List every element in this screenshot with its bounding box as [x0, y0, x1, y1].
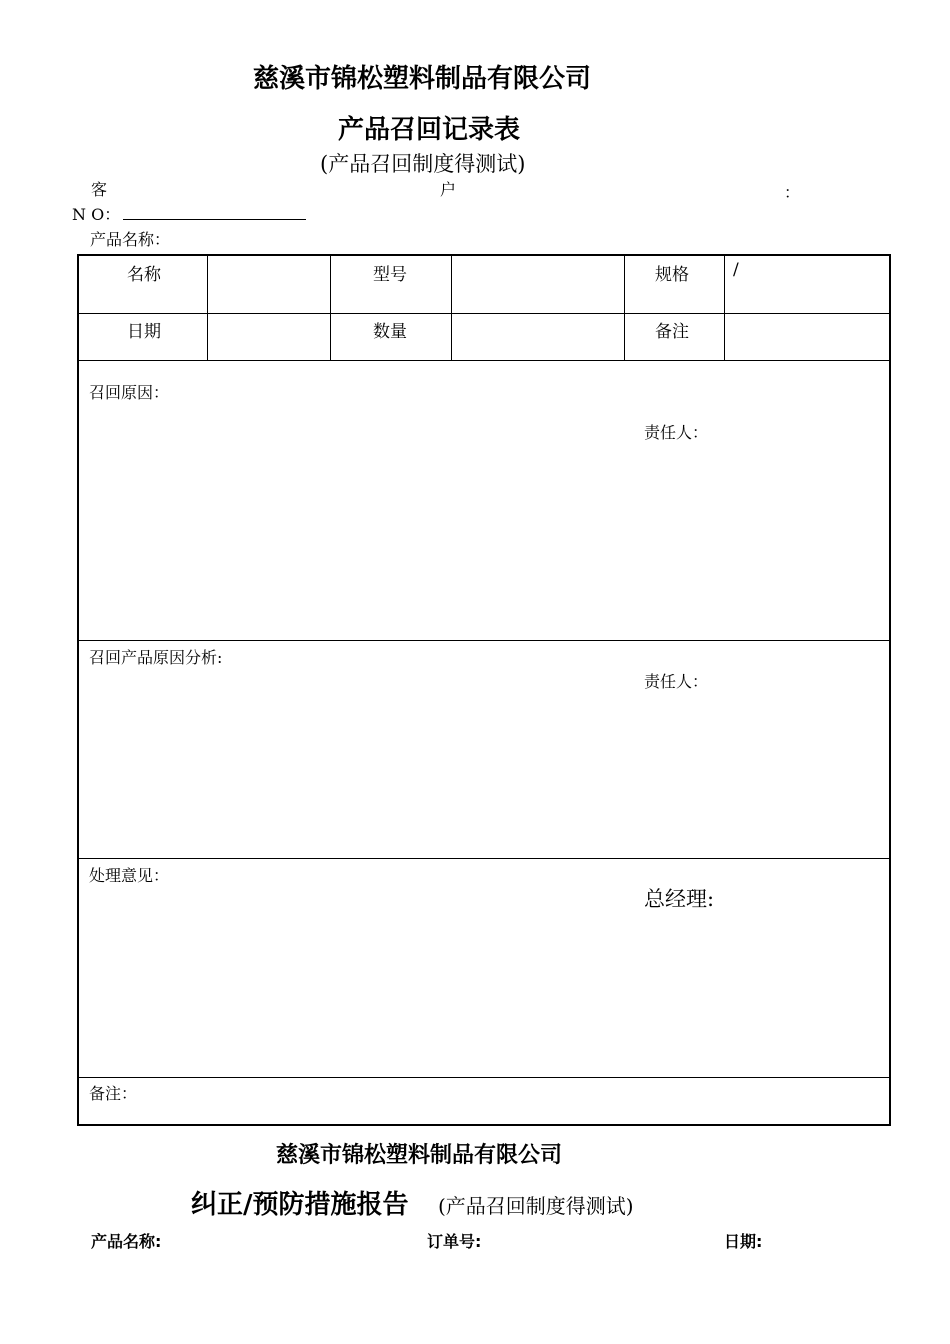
recall-record-table [77, 254, 891, 1126]
report-title: 纠正/预防措施报告 [191, 1190, 409, 1220]
responsible-person-label: 责任人： [644, 423, 709, 442]
spec-value: / [733, 260, 739, 280]
column-divider [207, 256, 208, 360]
name-label: 名称 [127, 265, 161, 285]
column-divider [330, 256, 331, 360]
column-divider [624, 256, 625, 360]
spec-label: 规格 [655, 265, 689, 285]
report-order-no-label: 订单号: [427, 1232, 482, 1251]
row-divider [79, 313, 889, 314]
remark-label: 备注 [655, 322, 689, 342]
recall-analysis-label: 召回产品原因分析: [89, 648, 223, 667]
no-label: N O： [72, 205, 121, 224]
report-product-name-label: 产品名称: [91, 1232, 162, 1251]
row-divider [79, 1077, 889, 1078]
customer-label-char2: 户 [440, 180, 457, 199]
column-divider [724, 256, 725, 360]
remarks-label: 备注： [89, 1084, 138, 1103]
recall-reason-label: 召回原因： [89, 383, 170, 402]
responsible-person-label: 责任人： [644, 672, 709, 691]
date-label: 日期 [127, 322, 161, 342]
column-divider [451, 256, 452, 360]
model-label: 型号 [373, 265, 407, 285]
report-subtitle: (产品召回制度得测试) [438, 1194, 634, 1218]
no-field-underline [123, 219, 306, 220]
company-name: 慈溪市锦松塑料制品有限公司 [253, 64, 592, 94]
product-name-label: 产品名称： [90, 230, 171, 249]
general-manager-label: 总经理: [644, 887, 715, 911]
report-date-label: 日期: [724, 1232, 763, 1251]
page-subtitle: (产品召回制度得测试) [320, 152, 526, 176]
row-divider [79, 858, 889, 859]
report-company-name: 慈溪市锦松塑料制品有限公司 [276, 1143, 563, 1168]
customer-label-colon: ： [784, 183, 801, 202]
customer-label-char1: 客 [91, 180, 108, 199]
row-divider [79, 360, 889, 361]
row-divider [79, 640, 889, 641]
quantity-label: 数量 [373, 322, 407, 342]
page-title: 产品召回记录表 [338, 115, 521, 145]
handling-opinion-label: 处理意见： [89, 866, 170, 885]
